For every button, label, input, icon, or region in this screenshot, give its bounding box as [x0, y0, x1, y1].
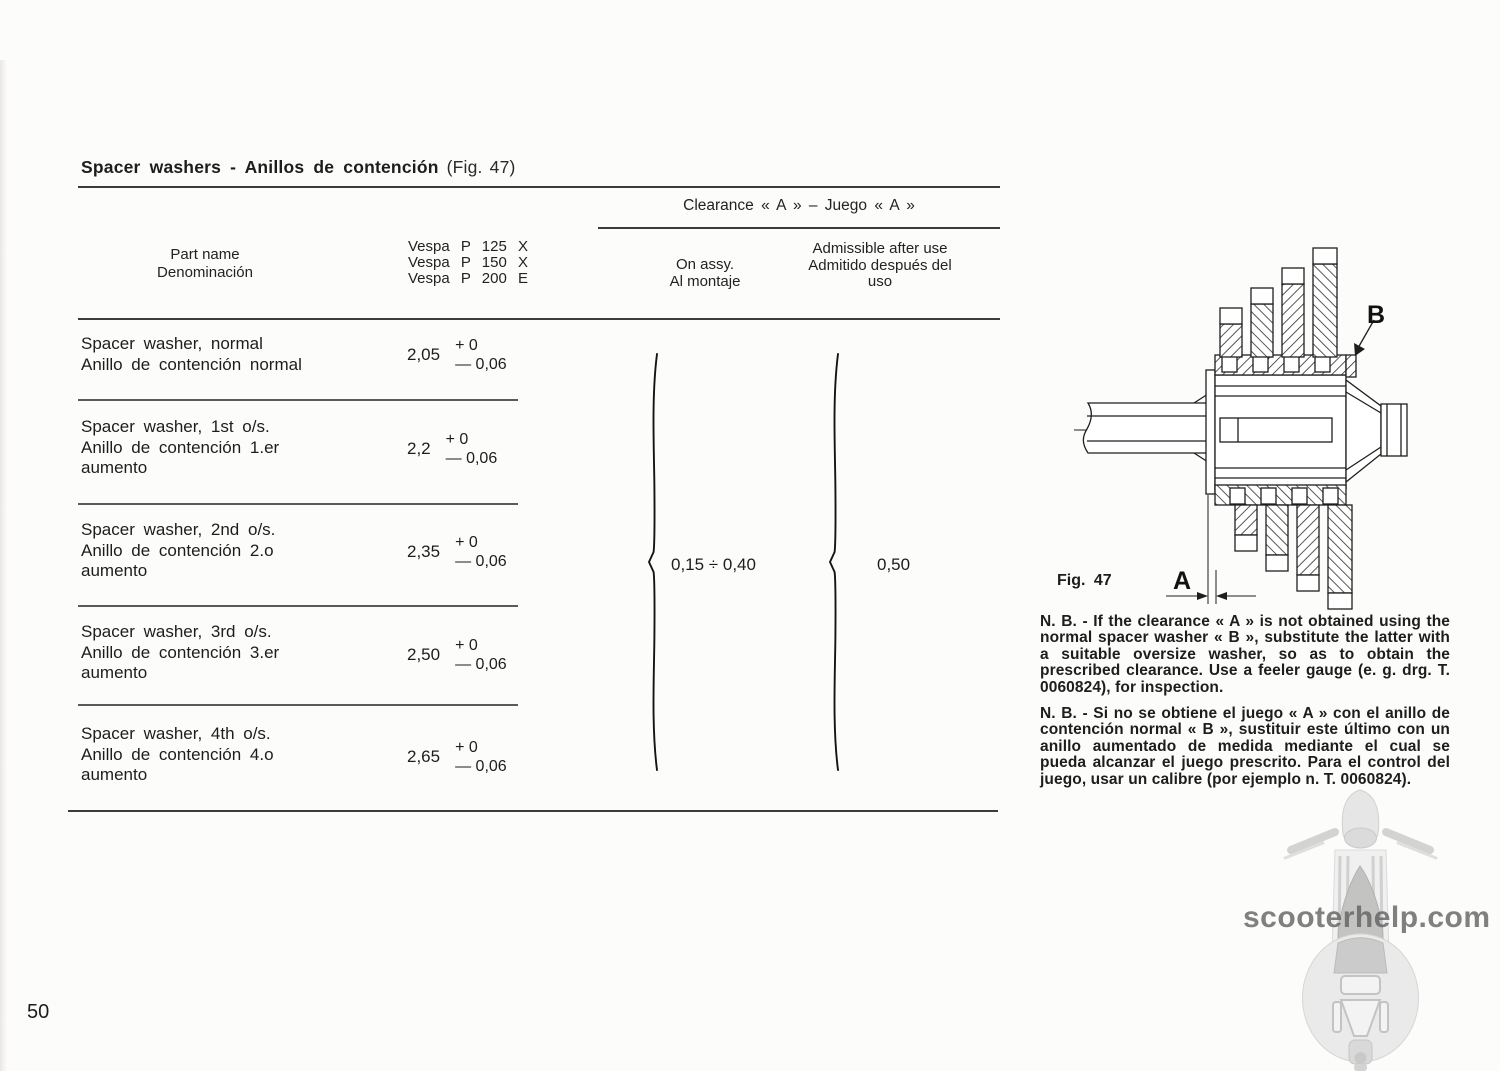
row-5-tolerance: [455, 738, 507, 776]
row-3-tol-plus: + 0: [455, 534, 478, 551]
row-4-size: 2,50: [407, 645, 441, 664]
col-header-on-assy: [630, 257, 780, 290]
row-separator-4: [78, 704, 518, 706]
table-row-size-1: [407, 336, 507, 374]
row-2-tol-minus: — 0,06: [445, 450, 498, 467]
table-row-name-3: [81, 520, 343, 582]
row-1-tol-minus: — 0,06: [455, 356, 507, 373]
row-separator-2: [78, 503, 518, 505]
row-5-name-en: Spacer washer, 4th o/s.: [81, 724, 271, 743]
col-header-admissible-es: Admitido después del uso: [808, 256, 952, 290]
table-row-name-2: [81, 417, 343, 479]
notes-block: [1040, 614, 1450, 798]
row-3-name-es: Anillo de contención 2.o aumento: [81, 540, 274, 580]
page-title: [81, 157, 516, 178]
table-row-size-4: [407, 636, 507, 674]
col-header-admissible-en: Admissible after use: [812, 240, 948, 257]
row-5-size: 2,65: [407, 747, 441, 766]
row-1-tolerance: [455, 336, 507, 374]
row-4-tolerance: [455, 636, 507, 674]
page-number: 50: [27, 1001, 50, 1023]
row-separator-3: [78, 605, 518, 607]
col-header-on-assy-en: On assy.: [675, 256, 735, 273]
table-row-size-5: [407, 738, 507, 776]
row-5-tol-minus: — 0,06: [455, 758, 507, 775]
bottom-gear-teeth: [1235, 505, 1352, 609]
row-2-size: 2,2: [407, 439, 431, 458]
shaft: [1083, 403, 1210, 453]
title-rule: [78, 186, 1000, 188]
table-bottom-rule: [68, 810, 998, 812]
table-row-size-3: [407, 533, 507, 571]
row-4-name-en: Spacer washer, 3rd o/s.: [81, 622, 272, 641]
col-header-part-name-en: Part name: [170, 246, 240, 263]
row-4-name-es: Anillo de contención 3.er aumento: [81, 642, 280, 682]
col-header-part-name: [110, 246, 300, 281]
note-english: N. B. - If the clearance « A » is not obtained using the normal spacer washer « B », substitute the latter with a suitable oversize washer, so as to obtain the prescribed clearance. Use a feeler gauge (e. g. drg. T. 0060824), for inspection.: [1040, 613, 1450, 696]
row-1-name-en: Spacer washer, normal: [81, 334, 263, 353]
table-row-name-1: [81, 334, 343, 375]
watermark-text: scooterhelp.com: [1243, 901, 1491, 934]
page-title-fig-ref: (Fig. 47): [446, 157, 516, 177]
row-3-name-en: Spacer washer, 2nd o/s.: [81, 520, 276, 539]
figure-caption: Fig. 47: [1057, 572, 1112, 589]
clearance-brace-on-assy: [646, 352, 660, 772]
end-cylinder: [1381, 404, 1407, 456]
row-2-name-en: Spacer washer, 1st o/s.: [81, 417, 270, 436]
clearance-on-assy-value: 0,15 ÷ 0,40: [671, 555, 756, 574]
gear-assembly-drawing: [1070, 220, 1410, 620]
clearance-brace-admissible: [827, 352, 841, 772]
row-2-name-es: Anillo de contención 1.er aumento: [81, 437, 280, 477]
clearance-header-rule: [598, 227, 1000, 229]
row-4-tol-plus: + 0: [455, 637, 478, 654]
col-header-models: [408, 239, 528, 287]
row-4-tol-minus: — 0,06: [455, 656, 507, 673]
col-header-admissible: [800, 241, 960, 291]
row-2-tol-plus: + 0: [445, 431, 469, 448]
row-2-tolerance: [446, 430, 498, 468]
note-spanish: N. B. - Si no se obtiene el juego « A » con el anillo de contención normal « B », sustituir este último con un anillo aumentado de medida mediante el cual se pueda alcanzar el juego prescrito. Para el control del juego, usar un calibre (por ejemplo n. T. 0060824).: [1040, 705, 1450, 788]
spacer-washer-b: [1346, 355, 1356, 377]
figure-label-b: B: [1367, 301, 1386, 329]
row-5-tol-plus: + 0: [455, 739, 478, 756]
model-line-2: Vespa P 150 X: [408, 254, 528, 271]
col-header-part-name-es: Denominación: [157, 263, 253, 281]
col-header-on-assy-es: Al montaje: [669, 272, 741, 290]
row-3-tolerance: [455, 533, 507, 571]
clearance-header: Clearance « A » – Juego « A »: [683, 197, 915, 214]
row-1-size: 2,05: [407, 345, 441, 364]
clearance-admissible-value: 0,50: [877, 555, 911, 574]
row-1-name-es: Anillo de contención normal: [81, 354, 302, 374]
page-title-text: Spacer washers - Anillos de contención: [81, 157, 439, 177]
row-separator-1: [78, 399, 518, 401]
figure-label-a: A: [1173, 567, 1192, 595]
model-line-3: Vespa P 200 E: [408, 270, 528, 287]
table-row-size-2: [407, 430, 497, 468]
top-gear-teeth: [1220, 248, 1337, 357]
table-row-name-4: [81, 622, 343, 684]
row-3-size: 2,35: [407, 542, 441, 561]
row-5-name-es: Anillo de contención 4.o aumento: [81, 744, 274, 784]
row-1-tol-plus: + 0: [455, 337, 478, 354]
table-row-name-5: [81, 724, 343, 786]
row-3-tol-minus: — 0,06: [455, 553, 507, 570]
table-header-rule: [78, 318, 1000, 320]
left-flange: [1206, 370, 1215, 494]
model-line-1: Vespa P 125 X: [408, 238, 528, 255]
